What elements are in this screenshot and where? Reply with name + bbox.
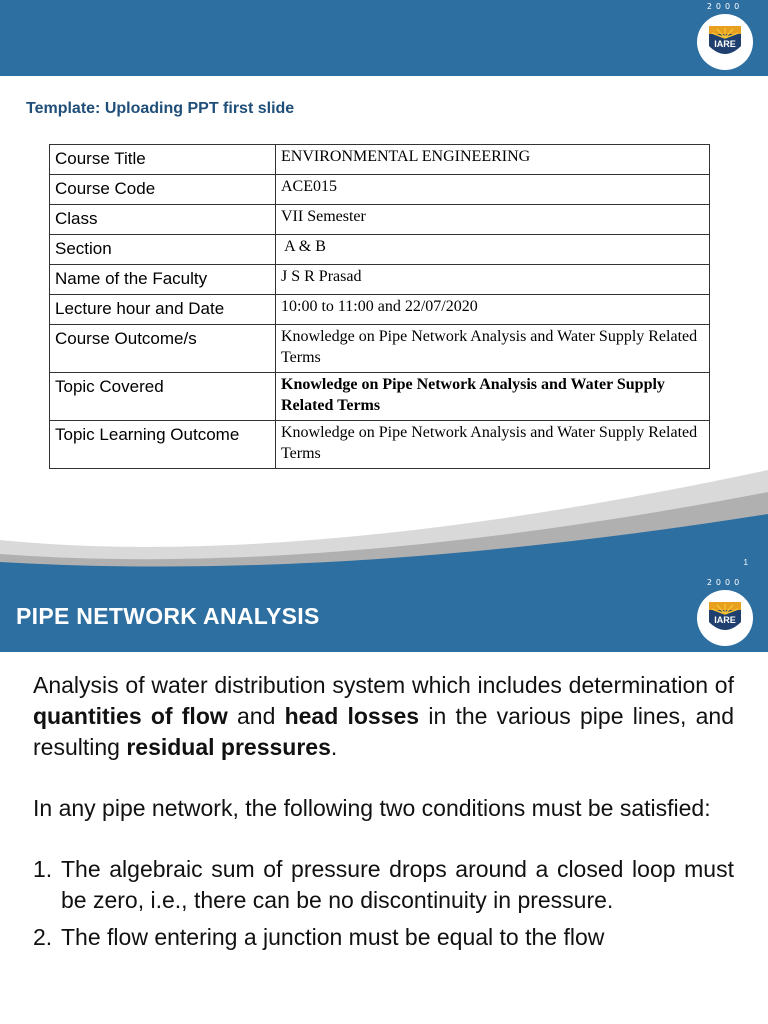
table-row <box>50 175 710 205</box>
row-label: Section <box>50 235 276 265</box>
paragraph-analysis <box>33 670 734 763</box>
row-value: A & B <box>276 235 710 265</box>
text-run: and <box>227 703 285 729</box>
table-row <box>50 205 710 235</box>
bold-text-run: residual pressures <box>126 734 331 760</box>
table-row <box>50 325 710 373</box>
footer-wave <box>0 470 768 576</box>
iare-emblem-icon <box>695 588 755 648</box>
template-title: Template: Uploading PPT first slide <box>26 100 295 117</box>
row-label: Topic Learning Outcome <box>50 421 276 469</box>
row-label: Class <box>50 205 276 235</box>
row-label: Course Code <box>50 175 276 205</box>
list-number: 1. <box>33 856 53 882</box>
row-label: Course Title <box>50 145 276 175</box>
row-value: ACE015 <box>276 175 710 205</box>
slide-title: PIPE NETWORK ANALYSIS <box>16 603 320 629</box>
list-number: 2. <box>33 924 53 950</box>
text-run: . <box>330 734 338 760</box>
logo-name: IARE <box>714 39 736 49</box>
slide-header-banner <box>0 0 768 76</box>
table-row <box>50 421 710 469</box>
list-item <box>33 922 734 953</box>
logo-name: IARE <box>714 615 736 625</box>
iare-logo <box>690 2 760 74</box>
text-run: in the various pipe lines, and resulting <box>33 703 734 760</box>
text-run: Analysis of water distribution system which includes determination of <box>33 672 734 698</box>
iare-emblem-icon <box>695 12 755 72</box>
bold-text-run: quantities of flow <box>33 703 228 729</box>
row-label: Lecture hour and Date <box>50 295 276 325</box>
row-value: ENVIRONMENTAL ENGINEERING <box>276 145 710 175</box>
row-label: Topic Covered <box>50 373 276 421</box>
list-item <box>33 854 734 916</box>
page-number: 1 <box>743 558 748 567</box>
row-label: Course Outcome/s <box>50 325 276 373</box>
bold-text-run: head losses <box>284 703 420 729</box>
table-row <box>50 235 710 265</box>
row-label: Name of the Faculty <box>50 265 276 295</box>
logo-year: 2000 <box>706 2 744 11</box>
table-row <box>50 295 710 325</box>
slide-title-banner <box>0 576 768 652</box>
list-text: The algebraic sum of pressure drops around a closed loop must be zero, i.e., there can be no discontinuity in pressure. <box>61 856 734 913</box>
row-value: 10:00 to 11:00 and 22/07/2020 <box>276 295 710 325</box>
row-value: VII Semester <box>276 205 710 235</box>
paragraph-conditions: In any pipe network, the following two conditions must be satisfied: <box>33 795 711 821</box>
table-row <box>50 265 710 295</box>
table-row <box>50 373 710 421</box>
course-info-table <box>49 144 710 469</box>
row-value: J S R Prasad <box>276 265 710 295</box>
list-text: The flow entering a junction must be equal to the flow <box>61 924 605 950</box>
slide-2 <box>0 576 768 1024</box>
conditions-list <box>33 854 734 953</box>
iare-logo <box>690 578 760 650</box>
row-value: Knowledge on Pipe Network Analysis and Water Supply Related Terms <box>276 421 710 469</box>
logo-year: 2000 <box>706 578 744 587</box>
row-value: Knowledge on Pipe Network Analysis and Water Supply Related Terms <box>276 325 710 373</box>
row-value: Knowledge on Pipe Network Analysis and Water Supply Related Terms <box>276 373 710 421</box>
table-row <box>50 145 710 175</box>
slide-body <box>33 670 734 959</box>
